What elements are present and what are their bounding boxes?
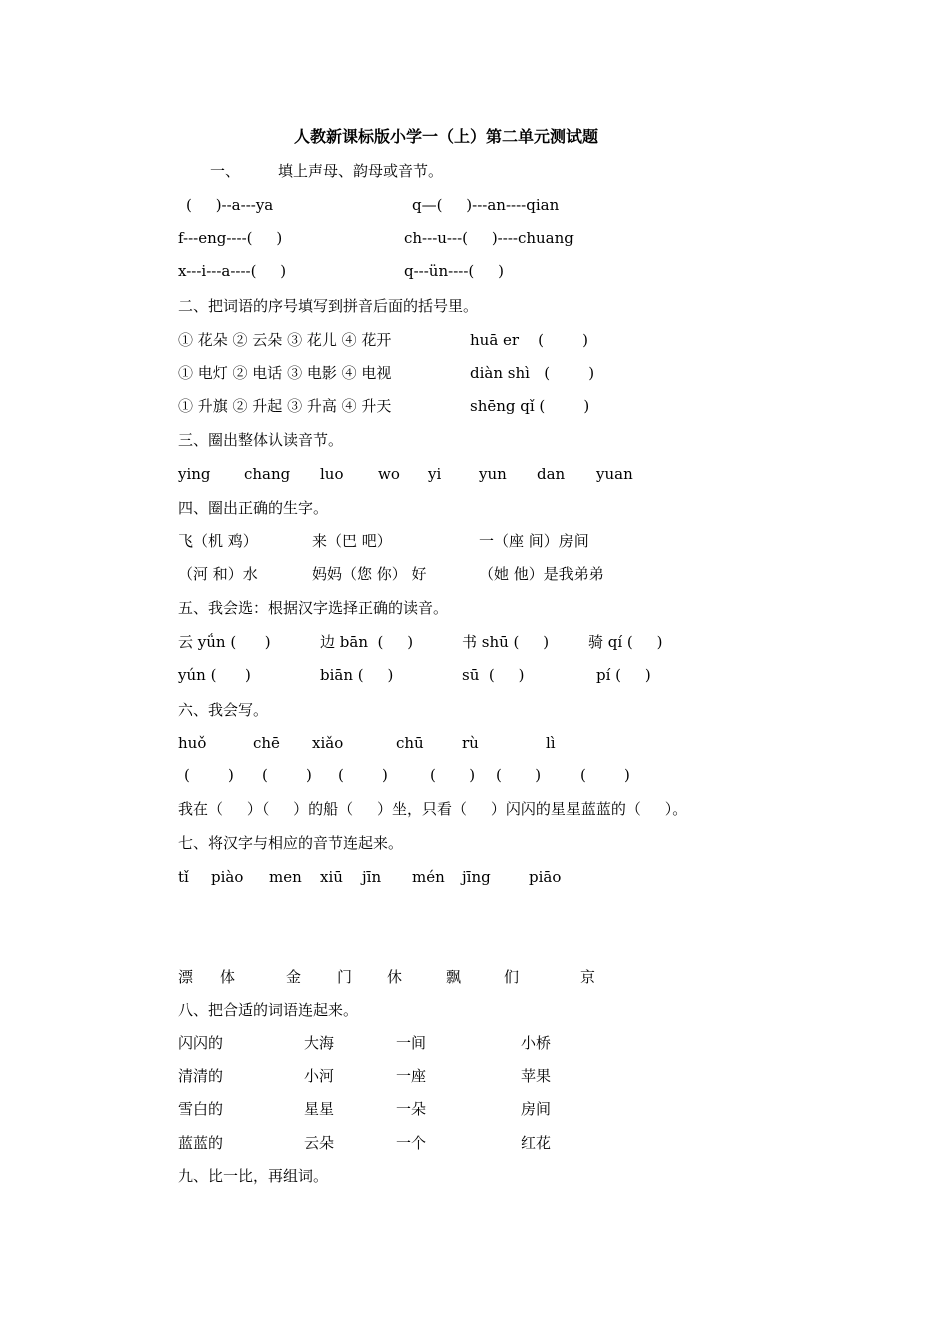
syllable-item: dan [537,465,566,483]
reading-choice: 书 shū ( ) [462,633,550,651]
write-pinyin: rù [462,734,479,752]
word-cell: 一座 [396,1067,427,1085]
section-6-heading: 六、我会写。 [178,701,269,719]
match-pinyin: piào [211,868,244,886]
syllable-item: yi [428,465,442,483]
match-char: 金 [286,968,302,986]
match-pinyin: piāo [529,868,562,886]
write-pinyin: chū [396,734,424,752]
reading-choice: sū ( ) [462,666,525,684]
match-char: 体 [220,968,236,986]
word-cell: 小河 [304,1067,335,1085]
write-pinyin: lì [546,734,556,752]
match-pinyin: jīng [462,868,491,886]
section-7-heading: 七、将汉字与相应的音节连起来。 [178,834,404,852]
word-cell: 清清的 [178,1067,224,1085]
word-cell: 一朵 [396,1100,427,1118]
word-cell: 星星 [304,1100,335,1118]
reading-choice: yún ( ) [178,666,251,684]
section-2-heading: 二、把词语的序号填写到拼音后面的括号里。 [178,297,479,315]
section-1-row-2-left: f---eng----( ) [178,229,283,247]
syllable-item: ying [178,465,211,483]
section-2-row-1-pinyin: huā er ( ) [470,331,589,349]
word-cell: 房间 [521,1100,552,1118]
word-cell: 蓝蓝的 [178,1134,224,1152]
word-cell: 闪闪的 [178,1034,224,1052]
write-pinyin: huǒ [178,734,207,752]
section-2-row-2-pinyin: diàn shì ( ) [470,364,595,382]
word-cell: 红花 [521,1134,552,1152]
section-2-row-3-pinyin: shēng qǐ ( ) [470,397,590,415]
section-1-row-2-right: ch---u---( )----chuang [404,229,574,247]
write-blank: ( ) [430,766,476,784]
write-blank: ( ) [580,766,630,784]
write-blank: ( ) [262,766,312,784]
word-cell: 一个 [396,1134,427,1152]
word-cell: 小桥 [521,1034,552,1052]
syllable-item: yun [479,465,507,483]
section-2-row-2-words: ① 电灯 ② 电话 ③ 电影 ④ 电视 [178,364,392,382]
section-5-heading: 五、我会选：根据汉字选择正确的读音。 [178,599,449,617]
syllable-item: wo [378,465,400,483]
word-cell: 云朵 [304,1134,335,1152]
match-pinyin: mén [412,868,445,886]
match-pinyin: men [269,868,302,886]
section-1-row-1-left: ( )--a---ya [186,196,274,214]
char-choice: 飞（机 鸡） [178,532,258,550]
word-cell: 大海 [304,1034,335,1052]
reading-choice: biān ( ) [320,666,394,684]
section-2-row-1-words: ① 花朵 ② 云朵 ③ 花儿 ④ 花开 [178,331,392,349]
fill-in-sentence: 我在（ ）（ ）的船（ ）坐，只看（ ）闪闪的星星蓝蓝的（ ）。 [178,800,688,818]
match-char: 休 [387,968,403,986]
match-pinyin: tǐ [178,868,189,886]
section-1-row-1-right: q—( )---an----qian [412,196,560,214]
section-1-number: 一、 [210,162,241,180]
char-choice: 妈妈（您 你） 好 [312,565,427,583]
match-char: 漂 [178,968,194,986]
syllable-item: yuan [596,465,633,483]
char-choice: （河 和）水 [178,565,258,583]
char-choice: （她 他）是我弟弟 [479,565,604,583]
section-1-row-3-left: x---i---a----( ) [178,262,287,280]
match-pinyin: jīn [362,868,382,886]
match-char: 京 [580,968,596,986]
word-cell: 雪白的 [178,1100,224,1118]
char-choice: 来（巴 吧） [312,532,392,550]
syllable-item: luo [320,465,344,483]
match-char: 们 [504,968,520,986]
section-1-row-3-right: q---ün----( ) [404,262,504,280]
reading-choice: pí ( ) [596,666,651,684]
section-9-heading: 九、比一比，再组词。 [178,1167,329,1185]
reading-choice: 边 bān ( ) [320,633,414,651]
section-4-heading: 四、圈出正确的生字。 [178,499,329,517]
syllable-item: chang [244,465,291,483]
match-char: 门 [337,968,353,986]
write-blank: ( ) [338,766,388,784]
word-cell: 苹果 [521,1067,552,1085]
section-1-heading: 填上声母、韵母或音节。 [278,162,444,180]
write-pinyin: chē [253,734,280,752]
match-pinyin: xiū [320,868,343,886]
write-blank: ( ) [496,766,542,784]
page-title: 人教新课标版小学一（上）第二单元测试题 [294,127,599,146]
section-3-heading: 三、圈出整体认读音节。 [178,431,344,449]
section-2-row-3-words: ① 升旗 ② 升起 ③ 升高 ④ 升天 [178,397,392,415]
reading-choice: 骑 qí ( ) [588,633,663,651]
section-8-heading: 八、把合适的词语连起来。 [178,1001,359,1019]
char-choice: 一（座 间）房间 [479,532,589,550]
reading-choice: 云 yǘn ( ) [178,633,271,651]
match-char: 飘 [446,968,462,986]
write-pinyin: xiǎo [312,734,344,752]
word-cell: 一间 [396,1034,427,1052]
write-blank: ( ) [184,766,234,784]
